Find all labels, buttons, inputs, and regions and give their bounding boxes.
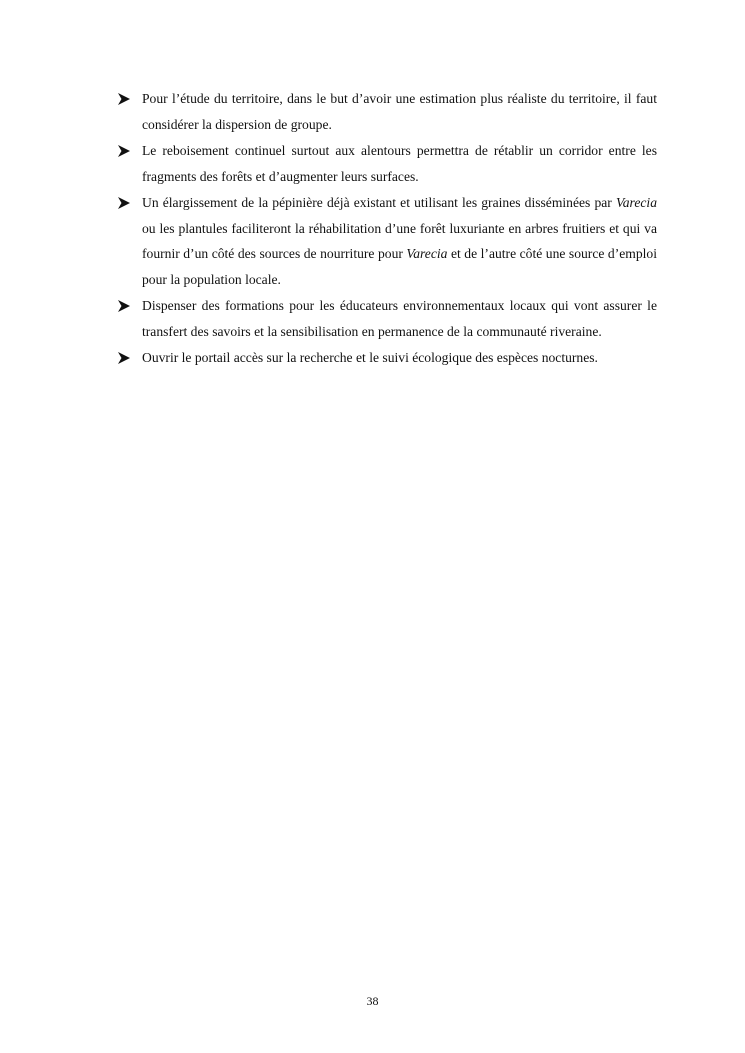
- list-item: [117, 293, 657, 345]
- list-item: [117, 190, 657, 294]
- list-item: [117, 86, 657, 138]
- arrowhead-bullet-icon: [117, 190, 133, 216]
- list-item-text-part: Un élargissement de la pépinière déjà existant et utilisant les graines disséminées par: [142, 194, 616, 210]
- recommendation-list: [117, 86, 657, 371]
- list-item: [117, 345, 657, 371]
- list-item-text: Ouvrir le portail accès sur la recherche et le suivi écologique des espèces nocturnes.: [142, 350, 598, 366]
- arrowhead-bullet-icon: [117, 86, 133, 112]
- list-item-text-part: et de l’autre côté une source d’emploi pour la population locale.: [142, 246, 657, 288]
- arrowhead-bullet-icon: [117, 345, 133, 371]
- list-item-text: Dispenser des formations pour les éducateurs environnementaux locaux qui vont assurer le transfert des savoirs et la sensibilisation en permanence de la communauté riveraine.: [142, 298, 657, 340]
- list-item-text: Pour l’étude du territoire, dans le but d’avoir une estimation plus réaliste du territoire, il faut considérer la dispersion de groupe.: [142, 91, 657, 132]
- species-name: Varecia: [406, 246, 448, 262]
- arrowhead-bullet-icon: [117, 293, 133, 319]
- list-item-text: Le reboisement continuel surtout aux alentours permettra de rétablir un corridor entre les fragments des forêts et d’augmenter leurs surfaces.: [142, 142, 657, 184]
- list-item-text-part: ou les plantules faciliteront la réhabilitation d’une forêt luxuriante en arbres fruitiers et qui va fournir d’un côté des sources de nourriture pour: [142, 220, 657, 262]
- page-number: 38: [366, 994, 379, 1008]
- list-item: [117, 138, 657, 190]
- arrowhead-bullet-icon: [117, 138, 133, 164]
- species-name: Varecia: [615, 194, 657, 210]
